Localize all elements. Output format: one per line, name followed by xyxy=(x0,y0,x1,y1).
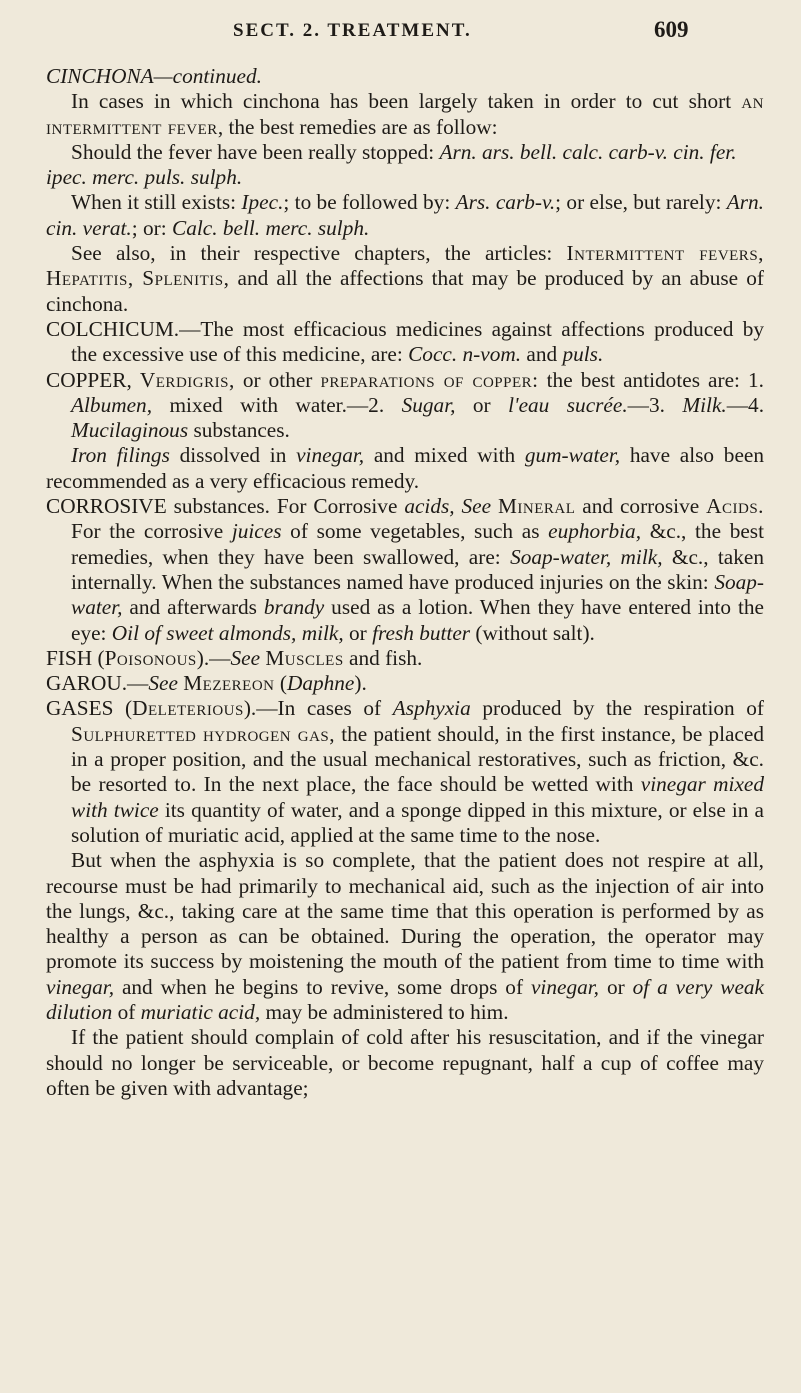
text-segment: an intermittent fever xyxy=(46,89,764,139)
text-segment: ; or: xyxy=(131,215,172,240)
text-segment: vinegar, xyxy=(530,974,600,999)
text-segment: CORROSIVE substances. For Corrosive xyxy=(46,494,405,519)
text-segment: l'eau sucrée. xyxy=(508,392,628,417)
text-segment: Should the fever have been really stopped: xyxy=(71,139,440,164)
text-segment: the patient should, in the first instance, be placed in a proper position, and the usual mechanical restoratives, such as friction, &c. be resorted to. In the next place, the face should be wetted with xyxy=(71,721,764,797)
text-segment: preparations of copper: xyxy=(320,367,539,392)
text-segment: of some vegetables, such as xyxy=(281,519,549,544)
text-segment: used as a lotion. When they have entered into the eye: xyxy=(71,595,764,645)
entry-colchicum xyxy=(46,317,764,368)
text-segment: ; or else, but rarely: xyxy=(555,190,727,215)
text-segment: Daphne xyxy=(286,671,355,696)
running-head: SECT. 2. TREATMENT. xyxy=(233,20,472,41)
text-segment: See xyxy=(148,671,178,696)
remedy-list: Arn. cin. verat. xyxy=(46,190,765,240)
text-segment: fresh butter xyxy=(372,620,471,645)
text-segment: GAROU.— xyxy=(46,671,149,696)
paragraph-resuscitation xyxy=(46,1025,764,1101)
text-segment: or xyxy=(599,974,633,999)
paragraph-asphyxia xyxy=(46,848,764,1025)
text-segment: juices xyxy=(231,519,282,544)
text-segment: ). xyxy=(354,671,367,696)
text-segment: or other xyxy=(234,367,321,392)
text-segment: have also been recommended as a very efficacious remedy. xyxy=(46,443,764,493)
text-segment: Soap-water, xyxy=(71,569,764,620)
text-segment: Asphyxia xyxy=(392,696,471,721)
remedy-list: puls. xyxy=(562,342,604,367)
remedy-list: Ars. carb-v. xyxy=(455,190,556,215)
text-segment: mixed with water.—2. xyxy=(152,392,402,417)
text-segment: dissolved in xyxy=(169,443,297,468)
text-segment: &c., the best remedies, when they have been swallowed, are: xyxy=(71,519,764,569)
paragraph-fever-exists xyxy=(46,190,764,241)
text-segment: See xyxy=(230,645,261,670)
text-segment: FISH ( xyxy=(46,645,105,670)
text-segment: Oil of sweet almonds, milk, xyxy=(111,620,344,645)
text-segment: —3. xyxy=(627,392,683,417)
text-segment: , the best remedies are as follow: xyxy=(217,114,498,139)
paragraph-fever-stopped xyxy=(46,140,764,191)
text-segment: and all the affections that may be produced by an abuse of cinchona. xyxy=(46,266,764,316)
text-segment: of xyxy=(112,999,141,1024)
text-segment: ; to be followed by: xyxy=(283,190,456,215)
text-segment: and xyxy=(521,342,563,367)
cross-reference: Intermittent fevers, Hepatitis, Splenitis, xyxy=(46,241,764,291)
text-segment: produced by the respiration of xyxy=(470,696,764,721)
text-segment: ( xyxy=(274,671,287,696)
remedy-list: Arn. ars. bell. calc. carb-v. cin. fer. ipec. merc. puls. sulph. xyxy=(46,139,737,190)
section-heading-cinchona xyxy=(46,64,764,89)
text-segment: When it still exists: xyxy=(71,190,242,215)
text-segment: its quantity of water, and a sponge dipped in this mixture, or else in a solution of muriatic acid, applied at the same time to the nose. xyxy=(71,797,764,847)
text-segment: Poisonous xyxy=(104,645,197,670)
remedy-list: Cocc. n-vom. xyxy=(408,342,522,367)
paragraph-see-also xyxy=(46,241,764,317)
text-segment: and afterwards xyxy=(122,595,264,620)
entry-corrosive xyxy=(46,494,764,646)
text-segment: Soap-water, milk, xyxy=(510,544,663,569)
text-segment: or xyxy=(455,392,509,417)
entry-garou xyxy=(46,671,764,696)
text-segment: and mixed with xyxy=(364,443,525,468)
text-segment: vinegar, xyxy=(46,974,115,999)
cross-reference: Acids. xyxy=(706,494,764,519)
text-segment: ).— xyxy=(196,645,231,670)
text-segment: Verdigris, xyxy=(139,367,235,392)
text-segment: substances. xyxy=(188,418,290,443)
cross-reference: Mezereon xyxy=(183,671,275,696)
text-segment: (without salt). xyxy=(470,620,595,645)
text-segment: Sulphuretted hydrogen gas, xyxy=(71,721,336,746)
text-segment: and when he begins to revive, some drops of xyxy=(114,974,531,999)
text-segment: Albumen, xyxy=(71,392,153,417)
text-segment: euphorbia, xyxy=(548,519,642,544)
text-segment: or xyxy=(343,620,373,645)
text-segment: of a very weak dilution xyxy=(46,974,765,1024)
text-segment: But when the asphyxia is so complete, that the patient does not respire at all, recourse must be had primarily to mechanical aid, such as the injection of air into the lungs, &c., taking care at the same time that this operation is performed by as healthy a person as can be obtained. During the operation, the operator may promote its success by moistening the mouth of the patient from time to time with xyxy=(46,848,764,974)
remedy-list: Ipec. xyxy=(241,190,284,215)
text-segment: vinegar, xyxy=(296,443,365,468)
paragraph-iron-filings xyxy=(46,443,764,494)
text-segment: and corrosive xyxy=(575,494,707,519)
text-segment: If the patient should complain of cold after his resuscitation, and if the vinegar should no longer be serviceable, or become repugnant, half a cup of coffee may often be given with advantage; xyxy=(46,1025,764,1100)
text-segment: In cases in which cinchona has been largely taken in order to cut short xyxy=(71,89,742,114)
cross-reference: Muscles xyxy=(265,645,344,670)
page-number: 609 xyxy=(654,17,689,42)
text-segment: and fish. xyxy=(343,645,423,670)
text-segment: CINCHONA—continued. xyxy=(46,64,262,88)
text-segment: brandy xyxy=(263,595,325,620)
text-segment: COPPER, xyxy=(46,367,140,392)
text-segment: Deleterious xyxy=(132,696,244,721)
text-segment: the best antidotes are: 1. xyxy=(538,367,765,392)
text-segment: —4. xyxy=(726,392,765,417)
text-segment: may be administered to him. xyxy=(260,999,509,1024)
text-segment: vinegar mixed with twice xyxy=(71,772,765,822)
entry-gases xyxy=(46,696,764,848)
text-segment: Mucilaginous xyxy=(71,418,189,443)
text-segment: Iron filings xyxy=(71,443,170,468)
remedy-list: Calc. bell. merc. sulph. xyxy=(171,215,370,240)
paragraph-cinchona-intro xyxy=(46,89,764,140)
text-segment: ).—In cases of xyxy=(243,696,393,721)
body-text xyxy=(46,64,764,1101)
text-segment: gum-water, xyxy=(524,443,621,468)
cross-reference: Mineral xyxy=(497,494,576,519)
text-segment: GASES ( xyxy=(46,696,133,721)
text-segment xyxy=(491,494,498,518)
text-segment: See also, in their respective chapters, the articles: xyxy=(71,241,567,266)
text-segment: Sugar, xyxy=(401,392,456,417)
text-segment: For the corrosive xyxy=(71,519,232,544)
entry-fish xyxy=(46,646,764,671)
text-segment: muriatic acid, xyxy=(140,999,261,1024)
text-segment: acids, See xyxy=(404,494,492,519)
text-segment: Milk. xyxy=(682,392,727,417)
text-segment: COLCHICUM.—The most efficacious medicines against affections produced by the excessive use of this medicine, are: xyxy=(46,316,764,367)
entry-copper xyxy=(46,368,764,444)
text-segment: &c., taken internally. When the substances named have produced injuries on the skin: xyxy=(71,544,764,594)
